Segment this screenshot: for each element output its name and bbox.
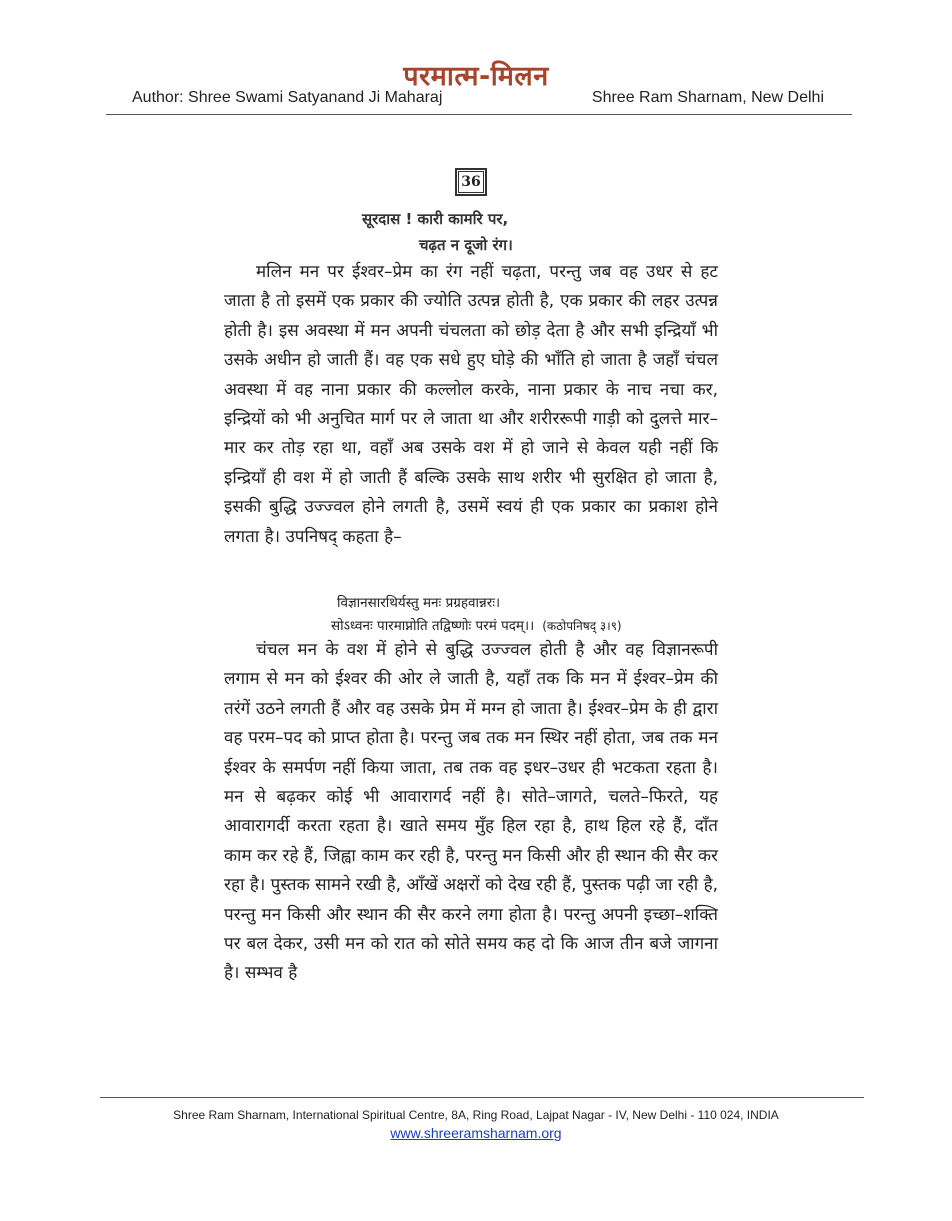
page-number-box: 36 <box>455 168 487 196</box>
body-paragraph-1: मलिन मन पर ईश्वर–प्रेम का रंग नहीं चढ़ता, परन्तु जब वह उधर से हट जाता है तो इसमें एक प्रकार की ज्योति उत्पन्न होती है, एक प्रकार की लहर उत्पन्न होती है। इस अवस्था में मन अपनी चंचलता को छोड़ देता है और सभी इन्द्रियाँ भी उसके अधीन हो जाती हैं। वह एक सधे हुए घोड़े की भाँति हो जाता है जहाँ चंचल अवस्था में वह नाना प्रकार की कल्लोल करके, नाना प्रकार के नाच नचा कर, इन्द्रियों को भी अनुचित मार्ग पर ले जाता था और शरीररूपी गाड़ी को दुलत्ते मार–मार कर तोड़ रहा था, वहाँ अब उसके वश में हो जाने से केवल यही नहीं कि इन्द्रियाँ ही वश में हो जाती हैं बल्कि उसके साथ शरीर भी सुरक्षित हो जाता है, इसकी बुद्धि उज्ज्वल होने लगती है, उसमें स्वयं ही एक प्रकार का प्रकाश होने लगता है। उपनिषद् कहता है– <box>224 262 718 547</box>
footer-address: Shree Ram Sharnam, International Spiritual Centre, 8A, Ring Road, Lajpat Nagar - IV, New Delhi - 110 024, INDIA <box>173 1108 779 1122</box>
quote-line-2 <box>0 616 952 634</box>
body-paragraph-2: चंचल मन के वश में होने से बुद्धि उज्ज्वल होती है और वह विज्ञानरूपी लगाम से मन को ईश्वर की ओर ले जाती है, यहाँ तक कि मन में ईश्वर–प्रेम की तरंगें उठने लगती हैं और वह उसके प्रेम में मग्न हो जाता है। ईश्वर–प्रेम के ही द्वारा वह परम–पद को प्राप्त होता है। परन्तु जब तक मन स्थिर नहीं होता, जब तक मन ईश्वर के समर्पण नहीं किया जाता, तब तक वह इधर–उधर ही भटकता रहता है। मन से बढ़कर कोई भी आवारागर्द नहीं है। सोते–जागते, चलते–फिरते, यह आवारागर्दी करता रहता है। खाते समय मुँह हिल रहा है, हाथ हिल रहे हैं, दाँत काम कर रहे हैं, जिह्वा काम कर रही है, परन्तु मन किसी और ही स्थान की सैर कर रहा है। पुस्तक सामने रखी है, आँखें अक्षरों को देख रही हैं, पुस्तक पढ़ी जा रही है, परन्तु मन किसी और स्थान की सैर करने लगा होता है। परन्तु अपनी इच्छा–शक्ति पर बल देकर, उसी मन को रात को सोते समय कह दो कि आज तीन बजे जागना है। सम्भव है <box>224 640 719 984</box>
website-link[interactable]: www.shreeramsharnam.org <box>390 1125 562 1141</box>
quote-line-1-text: विज्ञानसारथिर्यस्तु मनः प्रग्रहवान्नरः। <box>337 595 501 611</box>
couplet-line-1: सूरदास ! कारी कामरि पर, <box>362 210 509 228</box>
quote-line-1 <box>0 593 952 611</box>
quote-source: (कठोपनिषद् ३।९) <box>542 619 622 633</box>
page-header <box>0 0 952 120</box>
header-divider <box>106 114 852 115</box>
quote-line-2-text: सोऽध्वनः पारमाप्नोति तद्विष्णोः परमं पदम्।। <box>331 618 535 634</box>
author-line: Author: Shree Swami Satyanand Ji Maharaj <box>132 89 443 106</box>
book-title-logo: परमात्म-मिलन <box>403 61 549 92</box>
organization-line: Shree Ram Sharnam, New Delhi <box>591 89 824 106</box>
couplet-line-2: चढ़त न दूजो रंग। <box>419 236 513 254</box>
footer-divider <box>100 1097 864 1098</box>
